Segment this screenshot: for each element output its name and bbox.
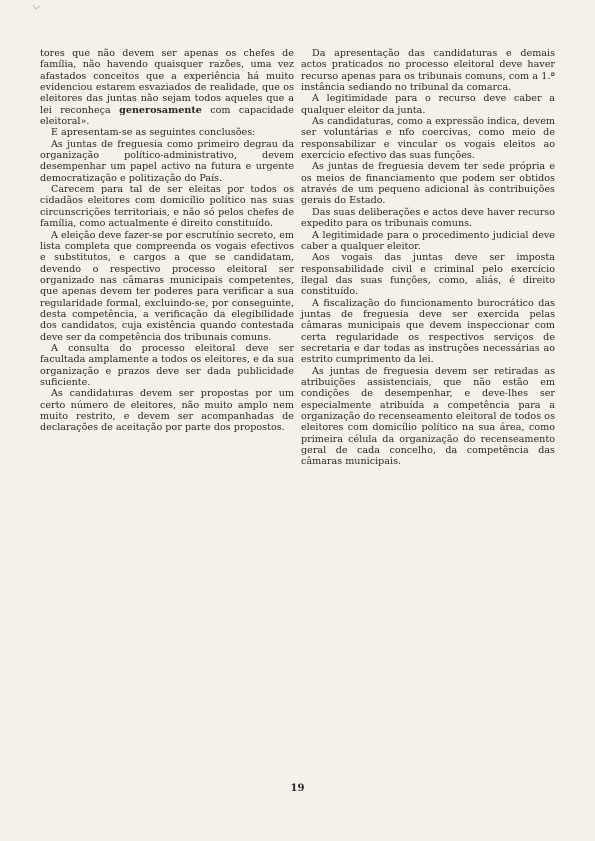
- paragraph-text: tores que não devem ser apenas os chefes de família, não havendo quaisquer razões, uma vez afastados conceitos que a experiência há muito evidenciou estarem esvaziados de realidade, que os eleitores das juntas não sejam todos aqueles que a lei reconheça: [40, 48, 294, 116]
- paragraph: A legitimidade para o procedimento judicial deve caber a qualquer eleitor.: [301, 229, 555, 252]
- page-number: 19: [290, 783, 305, 794]
- paragraph: [40, 48, 294, 127]
- paragraph: Da apresentação das candidaturas e demais actos praticados no processo eleitoral deve haver recurso apenas para os tribunais comuns, com a 1.ª instância sediando no tribunal da comarca.: [301, 48, 555, 94]
- paragraph: As candidaturas, como a expressão indica, devem ser voluntárias e nfo coercivas, como meio de responsabilizar e vincular os vogais eleitos ao exercício efectivo das suas funções.: [301, 116, 555, 162]
- paragraph: A consulta do processo eleitoral deve ser facultada amplamente a todos os eleitores, e da sua organização e prazos deve ser dada publicidade suficiente.: [40, 342, 294, 388]
- left-column: [40, 48, 294, 434]
- paragraph: Carecem para tal de ser eleitas por todos os cidadãos eleitores com domicílio político nas suas circunscrições territoriais, e não só pelos chefes de família, como actualmente é direito constituído.: [40, 184, 294, 230]
- right-column: [301, 48, 555, 468]
- paragraph-text: com capacidade eleitoral».: [40, 104, 294, 128]
- paragraph: As juntas de freguesia devem ter sede própria e os meios de financiamento que podem ser obtidos através de um pequeno adicional às contribuições gerais do Estado.: [301, 161, 555, 207]
- paragraph: A legitimidade para o recurso deve caber a qualquer eleitor da junta.: [301, 93, 555, 116]
- paragraph: A fiscalização do funcionamento burocrático das juntas de freguesia deve ser exercida pelas câmaras municipais que devem inspeccionar com certa regularidade os respectivos serviços de secretaria e dar todas as instruções necessárias ao estrito cumprimento da lei.: [301, 297, 555, 366]
- paragraph: Aos vogais das juntas deve ser imposta responsabilidade civil e criminal pelo exercício ilegal das suas funções, como, aliás, é direito constituído.: [301, 252, 555, 298]
- paragraph: As candidaturas devem ser propostas por um certo número de eleitores, não muito amplo nem muito restrito, e devem ser acompanhadas de declarações de aceitação por parte dos propostos.: [40, 388, 294, 434]
- paragraph: As juntas de freguesia devem ser retiradas as atribuições assistenciais, que não estão em condições de desempenhar, e deve-lhes ser especialmente atribuída a competência para a organização do recenseamento eleitoral de todos os eleitores com domicílio político na sua área, como primeira célula da organização do recenseamento geral de cada concelho, da competência das câmaras municipais.: [301, 365, 555, 468]
- paragraph: As juntas de freguesia como primeiro degrau da organização político-administrativo, devem desempenhar um papel activo na futura e urgente democratização e politização do País.: [40, 138, 294, 184]
- paragraph: A eleição deve fazer-se por escrutínio secreto, em lista completa que compreenda os vogais efectivos e substitutos, e cargos a que se candidatam, devendo o respectivo processo eleitoral ser organizado nas câmaras municipais competentes, que apenas devem ter poderes para verificar a sua regularidade formal, excluindo-se, por conseguinte, desta competência, a verificação da elegibilidade dos candidatos, cuja existência quando contestada deve ser da competência dos tribunais comuns.: [40, 229, 294, 343]
- scan-mark-icon: [32, 4, 42, 12]
- paragraph: Das suas deliberações e actos deve haver recurso expedito para os tribunais comuns.: [301, 206, 555, 230]
- bold-text: generosamente: [119, 104, 202, 116]
- paragraph: E apresentam-se as seguintes conclusões:: [51, 127, 256, 139]
